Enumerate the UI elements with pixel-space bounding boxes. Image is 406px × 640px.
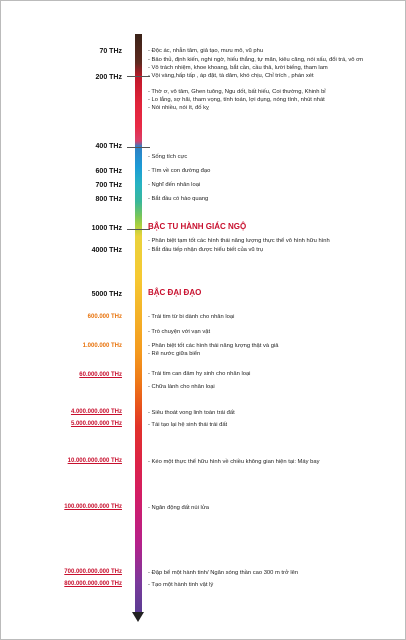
freq-label: 5000 THz (91, 291, 122, 298)
description-item: - Đập bể một hành tinh/ Ngăn sóng thần cao 300 m trở lên (148, 570, 299, 576)
freq-label: 1.000.000 THz (82, 343, 122, 349)
description-item: - Thờ ơ, vô tâm, Ghen tuông, Ngu dốt, bất hiếu, Coi thường, Khinh bỉ (148, 89, 326, 95)
heading-dai-dao: BẬC ĐẠI ĐẠO (148, 288, 202, 297)
freq-label: 4.000.000.000 THz (70, 409, 122, 415)
description-item: - Trái tim từ bi dành cho nhân loại (148, 314, 235, 320)
freq-label: 70 THz (99, 48, 122, 55)
description-item: - Bắt đầu tiếp nhận được hiểu biết của vũ trụ (148, 247, 263, 253)
description-item: - Vô trách nhiệm, khoe khoang, bắt cần, cầu thả, lười biếng, tham lam (148, 65, 328, 71)
description-item: - Nghĩ đến nhân loại (148, 182, 201, 188)
freq-label: 700 THz (95, 182, 122, 189)
freq-label: 200 THz (95, 74, 122, 81)
description-item: - Phân biệt tốt các hình thái năng lượng thật và giả (148, 343, 279, 349)
freq-label: 700.000.000.000 THz (64, 569, 122, 575)
tick-mark (127, 229, 150, 230)
description-item: - Sống tích cực (148, 154, 188, 160)
frequency-spectrum-bar (135, 34, 142, 612)
description-item: - Nói nhiều, nói ít, đố kỵ (148, 105, 209, 111)
freq-label: 800.000.000.000 THz (64, 581, 122, 587)
description-item: - Tái tạo lại hệ sinh thái trái đất (148, 422, 228, 428)
freq-label: 4000 THz (91, 247, 122, 254)
freq-label: 100.000.000.000 THz (64, 504, 122, 510)
description-item: - Vội vàng,hấp tấp , áp đặt, tà dâm, khó chịu, Chỉ trích , phán xét (148, 73, 314, 79)
description-item: - Chữa lành cho nhân loại (148, 384, 215, 390)
description-item: - Phân biệt tạm tốt các hình thái năng lượng thực thể vô hình hữu hình (148, 238, 330, 244)
description-item: - Ngăn động đất núi lửa (148, 505, 209, 511)
heading-tu-hanh: BẬC TU HÀNH GIÁC NGỘ (148, 222, 247, 231)
description-item: - Siêu thoát vong linh toàn trái đất (148, 410, 235, 416)
description-item: - Bảo thủ, định kiến, nghi ngờ, hiếu thắng, tự mãn, kiêu căng, nói xấu, đổi trá, vô ơn (148, 57, 364, 63)
description-item: - Trò chuyện với vạn vật (148, 329, 211, 335)
freq-label: 60.000.000 THz (79, 372, 122, 378)
tick-mark (127, 147, 150, 148)
freq-label: 5.000.000.000 THz (70, 421, 122, 427)
tick-mark (127, 76, 150, 77)
description-item: - Tìm về con đường đạo (148, 168, 211, 174)
description-item: - Độc ác, nhẫn tâm, giả tạo, mưu mô, vũ phu (148, 48, 264, 54)
description-item: - Lo lắng, sợ hãi, tham vọng, tính toán, lợi dụng, nóng tính, nhút nhát (148, 97, 325, 103)
description-item: - Rẽ nước giữa biển (148, 351, 201, 357)
freq-label: 1000 THz (91, 225, 122, 232)
freq-label: 800 THz (95, 196, 122, 203)
freq-label: 600.000 THz (87, 314, 122, 320)
freq-label: 400 THz (95, 143, 122, 150)
description-item: - Trái tim can đảm hy sinh cho nhân loại (148, 371, 251, 377)
freq-label: 600 THz (95, 168, 122, 175)
description-item: - Tạo một hành tinh vật lý (148, 582, 214, 588)
description-item: - Kéo một thực thể hữu hình về chiều không gian hiện tại: Máy bay (148, 459, 320, 465)
description-item: - Bắt đầu có hào quang (148, 196, 209, 202)
arrow-down-icon (132, 612, 144, 622)
freq-label: 10.000.000.000 THz (67, 458, 122, 464)
